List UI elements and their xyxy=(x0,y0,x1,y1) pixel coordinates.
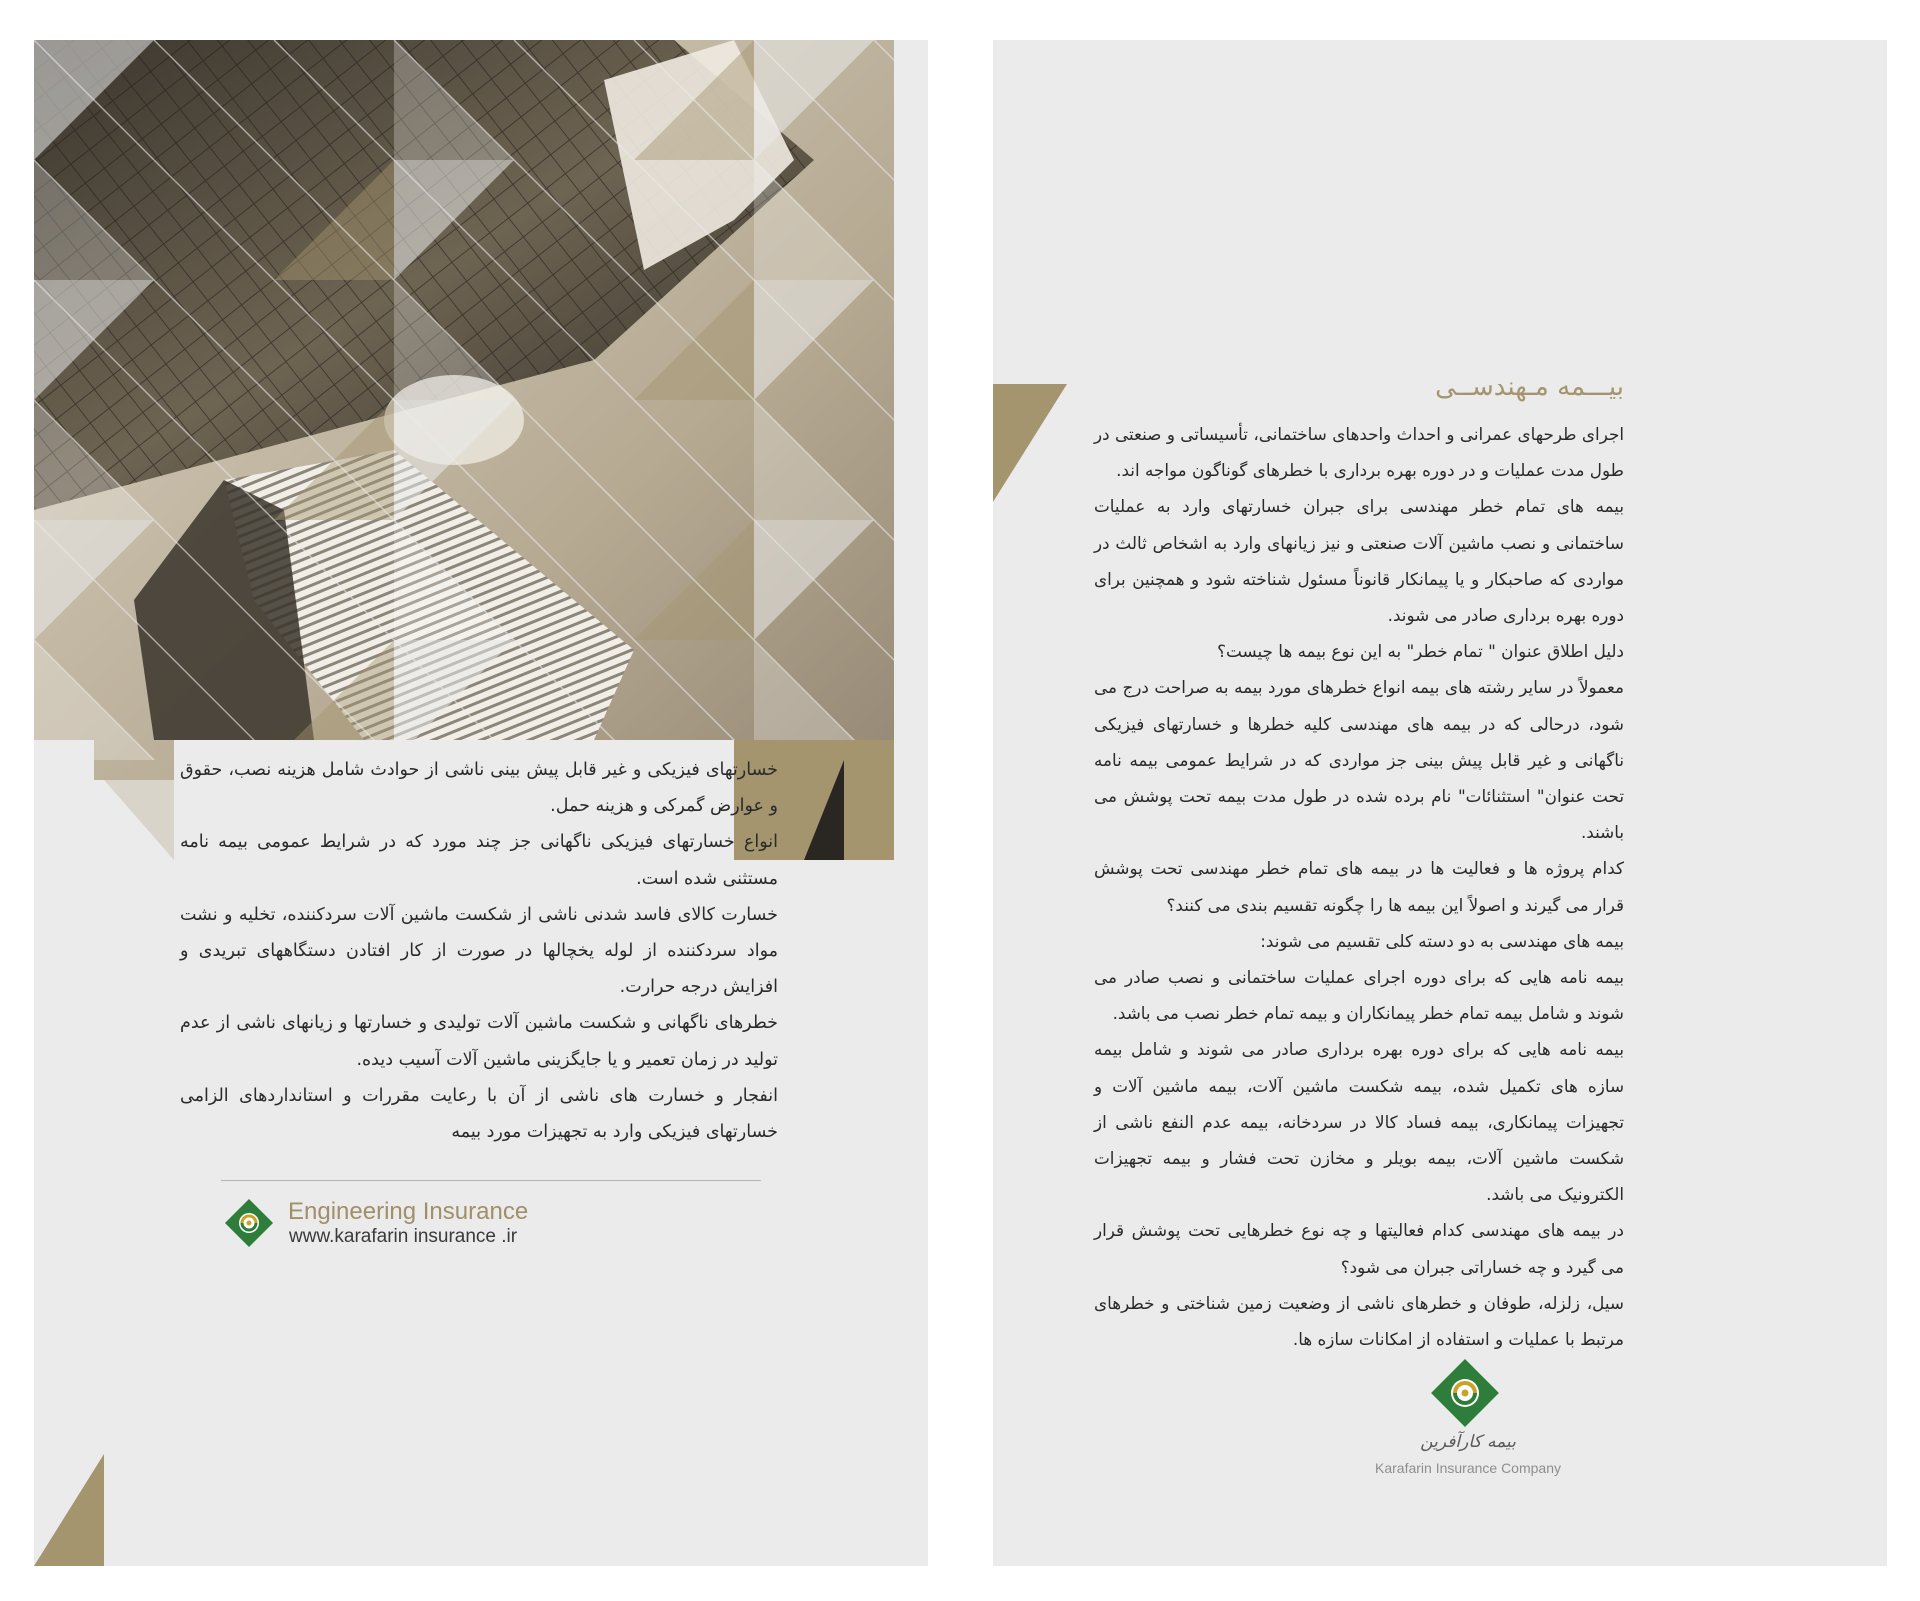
left-paragraph: انواع خسارتهای فیزیکی ناگهانی جز چند مورد که در شرایط عمومی بیمه نامه مستثنی شده است. xyxy=(180,832,778,889)
building-triangle-collage xyxy=(34,40,928,860)
right-paragraph: در بیمه های مهندسی کدام فعالیتها و چه نوع خطرهایی تحت پوشش قرار می گیرد و چه خساراتی جبران می شود؟ xyxy=(1094,1220,1624,1277)
company-english-name: Karafarin Insurance Company xyxy=(1375,1460,1561,1476)
left-body-text xyxy=(180,752,778,1150)
section-title: بیـــمه مـهندســی xyxy=(1435,372,1624,402)
right-paragraph: بیمه نامه هایی که برای دوره اجرای عملیات ساختمانی و نصب صادر می شوند و شامل بیمه تمام خطر پیمانکاران و بیمه تمام خطر نصب می باشد. xyxy=(1094,967,1624,1024)
left-paragraph: انفجار و خسارت های ناشی از آن با رعایت مقررات و استانداردهای الزامی خسارتهای فیزیکی وارد به تجهیزات مورد بیمه xyxy=(180,1085,778,1143)
footer-divider xyxy=(221,1180,761,1181)
right-paragraph: بیمه نامه هایی که برای دوره بهره برداری صادر می شوند و شامل بیمه سازه های تکمیل شده، بیمه شکست ماشین آلات، بیمه ماشین آلات و تجهیزات پیمانکاری، بیمه فساد کالا در سردخانه، بیمه عدم النفع ناشی از شکست ماشین آلات، بیمه بویلر و مخازن تحت فشار و بیمه تجهیزات الکترونیک می باشد. xyxy=(1094,1039,1624,1205)
left-paragraph: خطرهای ناگهانی و شکست ماشین آلات تولیدی و خسارتها و زیانهای ناشی از عدم تولید در زمان تعمیر و یا جایگزینی ماشین آلات آسیب دیده. xyxy=(180,1013,778,1070)
right-accent-triangle xyxy=(993,384,1067,502)
bottom-left-triangle xyxy=(34,1454,104,1566)
left-paragraph: خسارتهای فیزیکی و غیر قابل پیش بینی ناشی از حوادث شامل هزینه نصب، حقوق و عوارض گمرکی و هزینه حمل. xyxy=(180,760,778,817)
right-paragraph: بیمه های مهندسی به دو دسته کلی تقسیم می شوند: xyxy=(1260,930,1624,951)
company-persian-name: بیمه کارآفرین xyxy=(1420,1432,1516,1452)
right-paragraph: دلیل اطلاق عنوان " تمام خطر" به این نوع بیمه ها چیست؟ xyxy=(1217,641,1624,662)
footer-title: Engineering Insurance xyxy=(288,1198,529,1225)
right-paragraph: سیل، زلزله، طوفان و خطرهای ناشی از وضعیت زمین شناختی و خطرهای مرتبط با عملیات و استفاده از امکانات سازه ها. xyxy=(1094,1292,1624,1350)
right-paragraph: بیمه های تمام خطر مهندسی برای جبران خسارتهای وارد به عملیات ساختمانی و نصب ماشین آلات صنعتی و نیز زیانهای وارد به اشخاص ثالث در مواردی که صاحبکار و یا پیمانکار قانوناً مسئول شناخته شود و همچنین برای دوره بهره برداری صادر می شوند. xyxy=(1094,496,1624,626)
right-paragraph: کدام پروژه ها و فعالیت ها در بیمه های تمام خطر مهندسی تحت پوشش قرار می گیرند و اصولاً این بیمه ها را چگونه تقسیم بندی می کنند؟ xyxy=(1094,858,1624,915)
karafarin-company-logo-icon xyxy=(1429,1357,1501,1429)
right-page xyxy=(993,40,1887,1566)
karafarin-logo-icon xyxy=(223,1197,275,1249)
footer-url[interactable]: www.karafarin insurance .ir xyxy=(289,1226,518,1247)
left-paragraph: خسارت کالای فاسد شدنی ناشی از شکست ماشین آلات سردکننده، تخلیه و نشت مواد سردکننده از لوله یخچالها در صورت از کار افتادن دستگاههای تبریدی و افزایش درجه حرارت. xyxy=(180,904,778,998)
right-paragraph: معمولاً در سایر رشته های بیمه انواع خطرهای مورد بیمه به صراحت درج می شود، درحالی که در بیمه های مهندسی کلیه خطرها و خسارتهای فیزیکی ناگهانی و غیر قابل پیش بینی جز مواردی که در شرایط عمومی بیمه نامه تحت عنوان" استثنائات" نام برده شده در طول مدت بیمه تحت پوشش می باشند. xyxy=(1094,677,1624,843)
right-body-text xyxy=(1094,416,1624,1357)
right-paragraph: اجرای طرحهای عمرانی و احداث واحدهای ساختمانی، تأسیساتی و صنعتی در طول مدت عملیات و در دوره بهره برداری با خطرهای گوناگون مواجه اند. xyxy=(1094,424,1624,481)
left-page xyxy=(34,40,928,1566)
